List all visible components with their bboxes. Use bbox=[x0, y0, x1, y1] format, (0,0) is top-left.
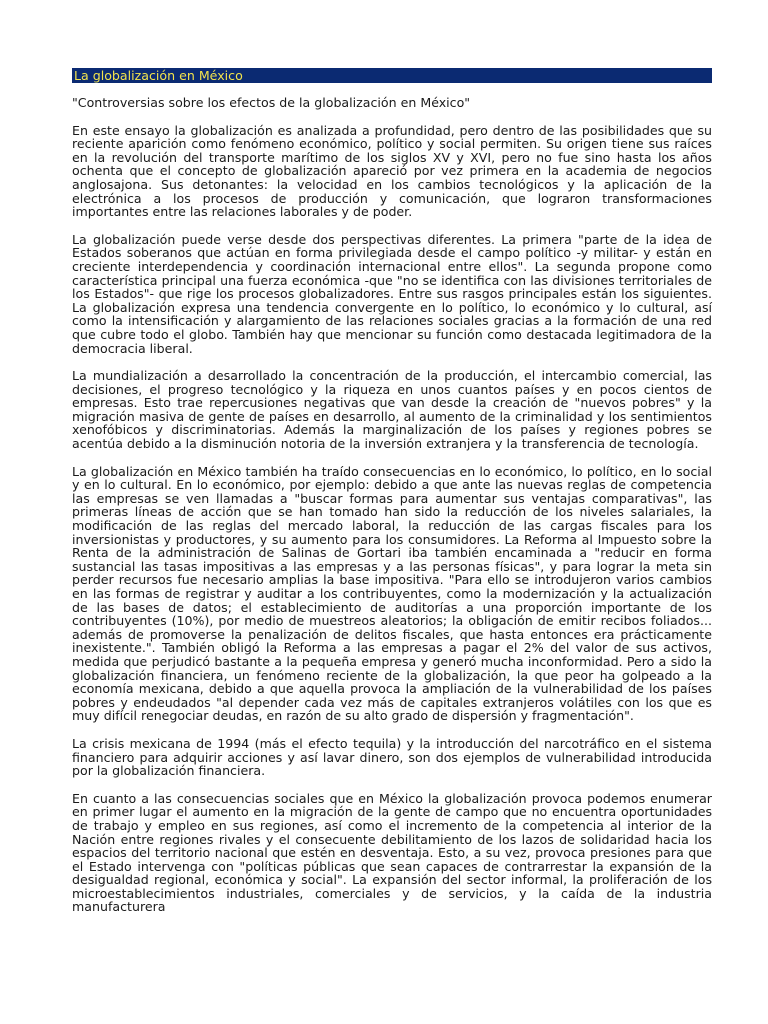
paragraph-2: La globalización puede verse desde dos perspectivas diferentes. La primera "parte de la idea de Estados soberanos que actúan en forma privilegiada desde el campo político -y militar- y están en creciente interdependencia y coordinación internacional entre ellos". La segunda propone como característica principal una fuerza económica -que "no se identifica con las divisiones territoriales de los Estados"- que rige los procesos globalizadores. Entre sus rasgos principales están los siguientes. La globalización expresa una tendencia convergente en lo político, lo económico y lo cultural, así como la intensificación y alargamiento de las relaciones sociales gracias a la formación de una red que cubre todo el globo. También hay que mencionar su función como destacada legitimadora de la democracia liberal. bbox=[72, 231, 712, 356]
document-page bbox=[72, 68, 712, 928]
paragraph-6: En cuanto a las consecuencias sociales que en México la globalización provoca podemos enumerar en primer lugar el aumento en la migración de la gente de campo que no encuentra oportunidades de trabajo y empleo en sus regiones, así como el incremento de la competencia al interior de la Nación entre regiones rivales y el consecuente debilitamiento de los lazos de solidaridad hacia los espacios del territorio nacional que estén en desventaja. Esto, a su vez, provoca presiones para que el Estado intervenga con "políticas públicas que sean capaces de contrarrestar la expansión de la desigualdad regional, económica y social". La expansión del sector informal, la proliferación de los microestablecimientos industriales, comerciales y de servicios, y la caída de la industria manufacturera bbox=[72, 790, 712, 915]
document-title: La globalización en México bbox=[72, 68, 712, 83]
paragraph-5: La crisis mexicana de 1994 (más el efecto tequila) y la introducción del narcotráfico en el sistema financiero para adquirir acciones y así lavar dinero, son dos ejemplos de vulnerabilidad introducida por la globalización financiera. bbox=[72, 735, 712, 779]
paragraph-3: La mundialización a desarrollado la concentración de la producción, el intercambio comercial, las decisiones, el progreso tecnológico y la riqueza en unos cuantos países y en pocos cientos de empresas. Esto trae repercusiones negativas que van desde la creación de "nuevos pobres" y la migración masiva de gente de países en desarrollo, al aumento de la criminalidad y los sentimientos xenofóbicos y discriminatorias. Además la marginalización de los países y regiones pobres se acentúa debido a la disminución notoria de la inversión extranjera y la transferencia de tecnología. bbox=[72, 368, 712, 452]
paragraph-4: La globalización en México también ha traído consecuencias en lo económico, lo político, en lo social y en lo cultural. En lo económico, por ejemplo: debido a que ante las nuevas reglas de competencia las empresas se ven llamadas a "buscar formas para aumentar sus ventajas comparativas", las primeras líneas de acción que se han tomado han sido la reducción de los niveles salariales, la modificación de las reglas del mercado laboral, la reducción de las cargas fiscales para los inversionistas y productores, y su aumento para los consumidores. La Reforma al Impuesto sobre la Renta de la administración de Salinas de Gortari iba también encaminada a "reducir en forma sustancial las tasas impositivas a las empresas y a las personas físicas", y para lograr la meta sin perder recursos fue necesario amplias la base impositiva. "Para ello se introdujeron varios cambios en las formas de registrar y auditar a los contribuyentes, como la modernización y la actualización de las bases de datos; el establecimiento de auditorías a una proporción importante de los contribuyentes (10%), por medio de muestreos aleatorios; la obligación de emitir recibos foliados... además de promoverse la penalización de delitos fiscales, que hasta entonces era prácticamente inexistente.". También obligó la Reforma a las empresas a pagar el 2% del valor de sus activos, medida que perjudicó bastante a la pequeña empresa y generó mucha inconformidad. Pero a sido la globalización financiera, un fenómeno reciente de la globalización, la que peor ha golpeado a la economía mexicana, debido a que aquella provoca la ampliación de la vulnerabilidad de los países pobres y endeudados "al depender cada vez más de capitales extranjeros volátiles con los que es muy difícil renegociar deudas, en razón de su alto grado de dispersión y fragmentación". bbox=[72, 463, 712, 724]
paragraph-1: En este ensayo la globalización es analizada a profundidad, pero dentro de las posibilidades que su reciente aparición como fenómeno económico, político y social permiten. Su origen tiene sus raíces en la revolución del transporte marítimo de los siglos XV y XVI, pero no fue sino hasta los años ochenta que el concepto de globalización apareció por vez primera en la academia de negocios anglosajona. Sus detonantes: la velocidad en los cambios tecnológicos y la aplicación de la electrónica a los procesos de producción y comunicación, que lograron transformaciones importantes entre las relaciones laborales y de poder. bbox=[72, 122, 712, 220]
document-subtitle: "Controversias sobre los efectos de la globalización en México" bbox=[72, 95, 471, 110]
